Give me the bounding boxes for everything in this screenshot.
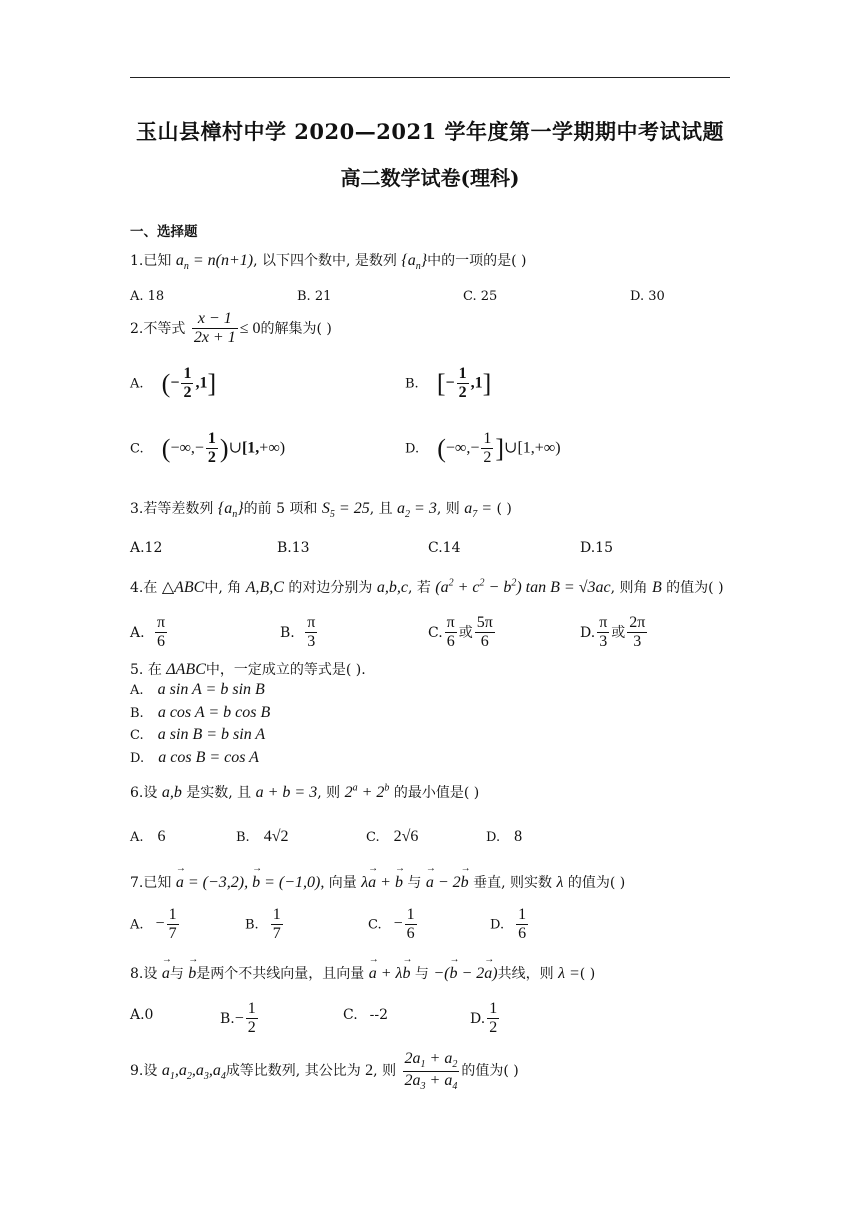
q1-option-a: A. 18 — [130, 289, 165, 304]
q4-option-a: A. $\frac{\pi}{6}$ — [130, 614, 166, 651]
q4-option-d: D. $\frac{\pi}{3}$ 或 $\frac{2\pi}{3}$ — [580, 614, 646, 651]
q2-option-d: D. (−∞,− $\frac{1}{2}$ ]∪[1,+∞) — [405, 430, 561, 467]
question-4: 4.在 △ABC中, 角 A,B,C 的对边分别为 a,b,c, 若 $(a^2 + c^2 - b^2)$ tan B = √3ac, 则角 B 的值为( ) — [130, 577, 724, 596]
exam-title: 玉山县樟村中学 2020—2021 学年度第一学期期中考试试题 — [135, 119, 724, 144]
q8-option-c: C. --2 — [343, 1007, 389, 1023]
q2-option-c: C. (−∞,− $\frac{1}{2}$ )∪[1,+∞) — [130, 430, 286, 467]
q8-option-a: A.0 — [130, 1007, 154, 1023]
q6-option-a: A. 6 — [130, 828, 166, 845]
section-heading: 一、选择题 — [130, 224, 198, 240]
question-8: 8.设 → a与 → b是两个不共线向量，且向量 → a + λ→ b 与 −(→ b − 2→ a)共线，则 λ =( ) — [130, 963, 595, 983]
q5-option-b: B. a cos A = b cos B — [130, 704, 271, 721]
q1-option-d: D. 30 — [630, 289, 665, 304]
q3-option-b: B.13 — [277, 540, 310, 556]
question-1: 1.已知 $a_n = n(n+1)$, 以下四个数中, 是数列 $\{a_n\}$中的一项的是( ) — [130, 252, 527, 273]
q3-option-c: C.14 — [428, 540, 461, 556]
q1-option-c: C. 25 — [463, 289, 498, 304]
q6-option-b: B. 4√2 — [236, 828, 289, 845]
q7-option-c: C. − $\frac{1}{6}$ — [368, 906, 415, 943]
q5-option-a: A. a sin A = b sin B — [130, 681, 265, 698]
q5-option-d: D. a cos B = cos A — [130, 749, 259, 766]
formula: $\{a_n\}$ — [401, 252, 428, 273]
q5-option-c: C. a sin B = b sin A — [130, 726, 266, 743]
q1-option-b: B. 21 — [297, 289, 332, 304]
question-5: 5. 在 ΔABC中，一定成立的等式是( ). — [130, 661, 366, 678]
q6-option-c: C. 2√6 — [366, 828, 419, 845]
question-7: 7.已知 → a = (−3,2), → b = (−1,0), 向量 λ→ a + → b 与 → a − 2→ b 垂直, 则实数 λ 的值为( ) — [130, 872, 625, 892]
q2-option-b: B. [− $\frac{1}{2}$ ,1] — [405, 365, 492, 402]
q4-option-c: C. $\frac{\pi}{6}$ 或 $\frac{5\pi}{6}$ — [428, 614, 493, 651]
question-2: 2.不等式 $\frac{x - 1}{2x + 1}$ ≤ 0的解集为( ) — [130, 310, 332, 347]
formula: $a_n = n(n+1)$ — [175, 252, 254, 273]
header-rule — [130, 77, 730, 78]
question-3: 3.若等差数列 $\{a_n\}$的前 5 项和 $S_5 = 25$, 且 $a_2 = 3$, 则 $a_7$ = ( ) — [130, 500, 512, 521]
fraction: $\frac{2a_1 + a_2}{2a_3 + a_4}$ — [404, 1050, 458, 1092]
fraction: $\frac{x - 1}{2x + 1}$ — [193, 310, 236, 347]
exam-subtitle: 高二数学试卷(理科) — [340, 166, 520, 190]
q4-option-b: B. $\frac{\pi}{3}$ — [280, 614, 316, 651]
question-6: 6.设 a,b 是实数, 且 a + b = 3, 则 $2^a + 2^b$ 的最小值是( ) — [130, 782, 480, 801]
question-9: 9.设 $a_1,a_2,a_3,a_4$成等比数列, 其公比为 2, 则 $\frac{2a_1 + a_2}{2a_3 + a_4}$ 的值为( ) — [130, 1050, 519, 1092]
q3-option-d: D.15 — [580, 540, 613, 556]
q3-option-a: A.12 — [130, 540, 163, 556]
q7-option-a: A. − $\frac{1}{7}$ — [130, 906, 177, 943]
q6-option-d: D. 8 — [486, 828, 523, 845]
q7-option-b: B. $\frac{1}{7}$ — [245, 906, 281, 943]
q8-option-b: B.− $\frac{1}{2}$ — [220, 1000, 256, 1037]
q2-option-a: A. (− $\frac{1}{2}$ ,1] — [130, 365, 217, 402]
q7-option-d: D. $\frac{1}{6}$ — [490, 906, 527, 943]
q8-option-d: D. $\frac{1}{2}$ — [470, 1000, 498, 1037]
